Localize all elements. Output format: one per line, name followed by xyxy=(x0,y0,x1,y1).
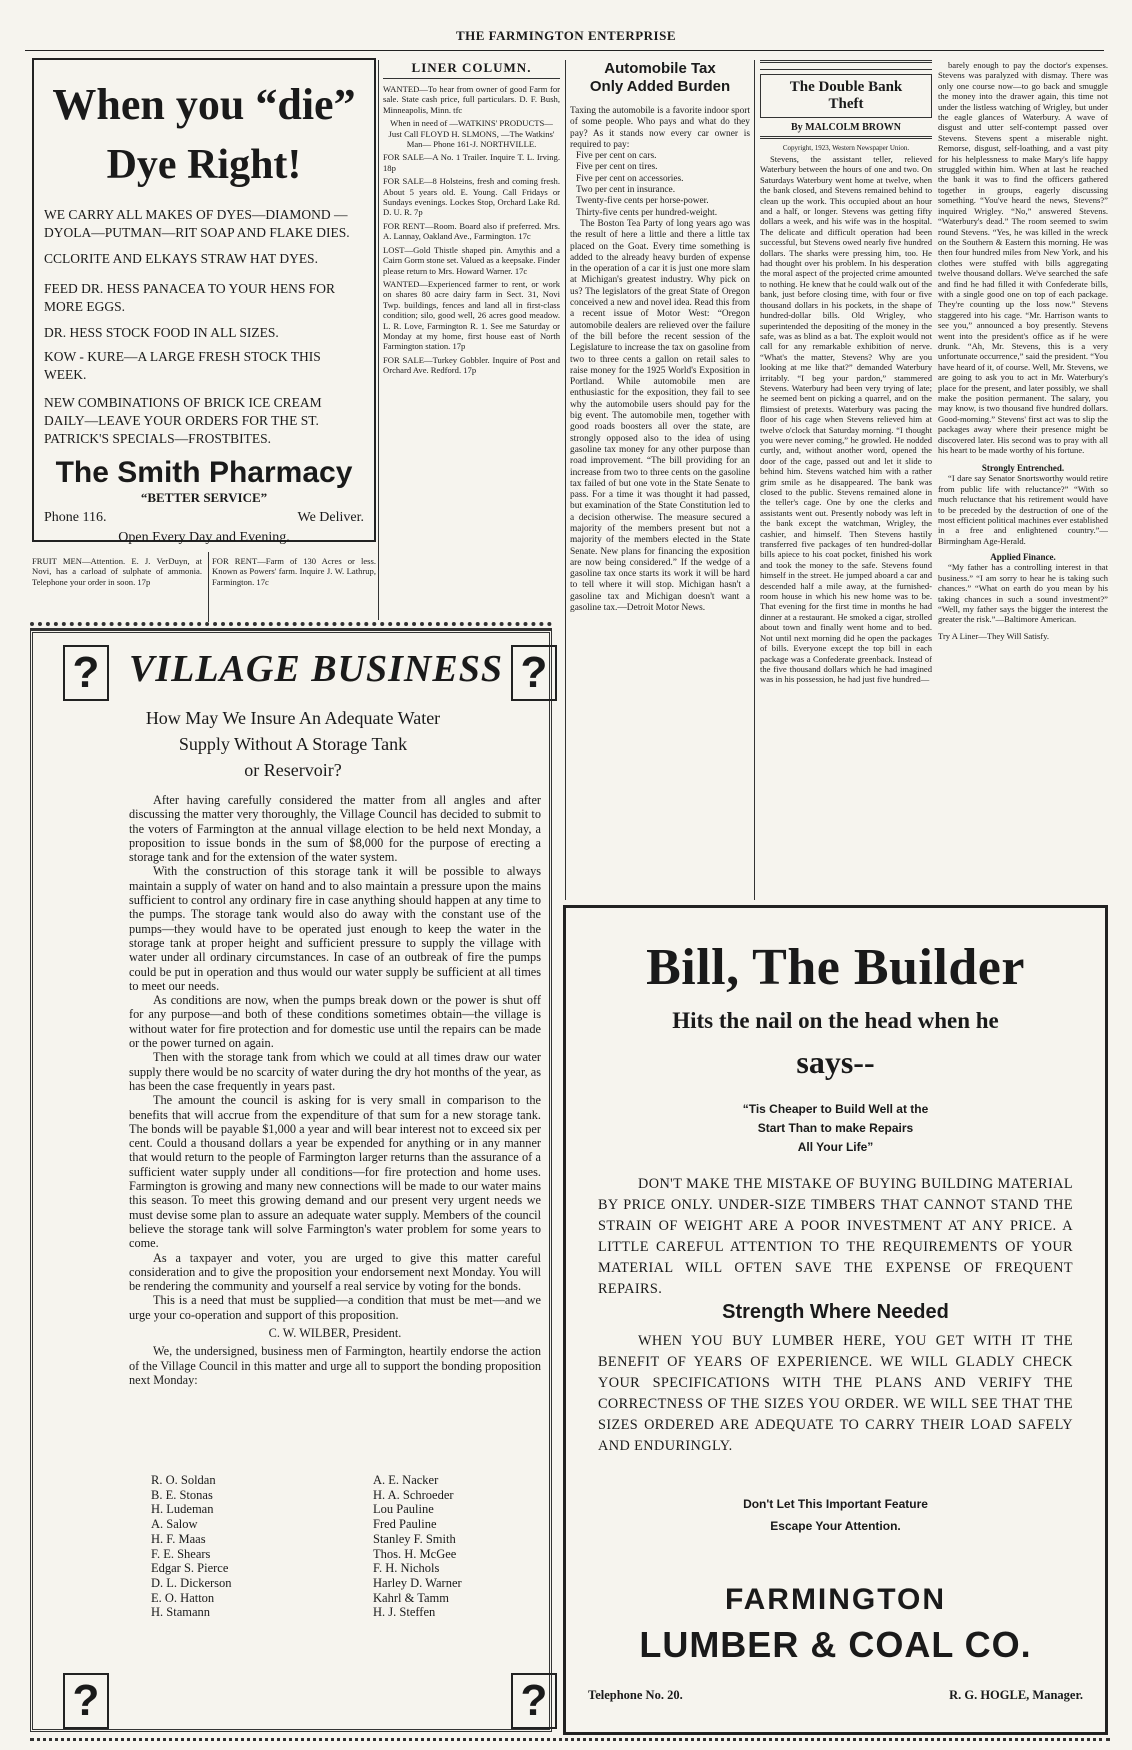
village-subtitle-2: Supply Without A Storage Tank xyxy=(178,734,408,754)
liner-ad: FOR RENT—Room. Board also if preferred. Mrs. A. Lannay, Oakland Ave., Farmington. 17c xyxy=(383,220,560,242)
pharmacy-headline-2: Dye Right! xyxy=(106,142,302,188)
endorser-name: F. E. Shears xyxy=(151,1546,211,1561)
village-business-ad xyxy=(30,630,552,1732)
liner-ad: When in need of —WATKINS' PRODUCTS— Just Call FLOYD H. SLMONS, —The Watkins' Man— Phone 161-J. NORTHVILLE. xyxy=(388,118,555,150)
endorser-name: Harley D. Warner xyxy=(373,1575,462,1590)
bill-headline: Bill, The Builder xyxy=(646,939,1025,996)
story-copyright: Copyright, 1923, Western Newspaper Union. xyxy=(782,144,910,152)
company-manager: R. G. HOGLE, Manager. xyxy=(949,1688,1083,1702)
pharmacy-service: “BETTER SERVICE” xyxy=(140,490,268,505)
liner-ad: WANTED—To hear from owner of good Farm for sale. State cash price, full particulars. D. F. Bush, Minneapolis, Minn. tfc xyxy=(383,84,560,115)
liner-tagline: Try A Liner—They Will Satisfy. xyxy=(938,630,1050,641)
village-signature: C. W. WILBER, President. xyxy=(268,1325,402,1340)
story-title-1: The Double Bank xyxy=(789,79,903,95)
fruit-men-ad: FRUIT MEN—Attention. E. J. VerDuyn, at Novi, has a carload of sulphate of ammonia. Telephone your order in soon. 17p xyxy=(32,556,202,587)
bill-quote: “Tis Cheaper to Build Well at the xyxy=(742,1102,929,1116)
liner-column xyxy=(383,60,560,615)
endorser-name: H. A. Schroeder xyxy=(373,1487,454,1502)
endorser-name: D. L. Dickerson xyxy=(151,1575,232,1590)
pharmacy-line: DR. HESS STOCK FOOD IN ALL SIZES. xyxy=(44,325,279,340)
endorser-name: Thos. H. McGee xyxy=(373,1546,457,1561)
story-text-2: barely enough to pay the doctor's expenses. Stevens was paralyzed with dismay. There was only one course now—to go back and smuggle the money into the drawer again, this time not under the listless watching of Wrigley, but under the eagle glances of Waterbury. A wave of disgust and utter self-contempt passed over Stevens. Stevens spent a miserable night. Remorse, disgust, self-loathing, and a vast pity for his helplessness to make Mary's life happy struggled within him. When at last he reached the bank it was to find the officers gathered together in groups, eagerly discussing something. “You've heard the news, Stevens?” inquired Wrigley. “No,” answered Stevens. “Waterbury's dead.” The room seemed to swim round Stevens. “Yes, he was killed in the wreck on the Southern & Eastern this morning. He was then four hundred miles from New York, and his clothes were stuffed with bills aggregating twelve thousand dollars. We've searched the safe and find he had filled it with Confederate bills, with a single good one on top of each package. They're counting up the loss now.” Stevens staggered into his cage. “Mr. Harrison wants to see you,” announced a boy presently. Stevens went into the president's office as if he were drunk. “Ah, Mr. Stevens, this is a very unfortunate occurrence,” said the president. “You have heard of it, of course. Well, Mr. Stevens, we are going to ask you to act in Mr. Waterbury's place for the present, and later possibly, we shall make the position permanent. The salary, you may know, is two thousand five hundred dollars. Good-morning.” Stevens' first act was to slip the packages away where their presence might be discovered later. His second was to pray with all his heart to be made worthy of his fortune. xyxy=(938,60,1108,456)
village-paragraph: With the construction of this storage tank it will be possible to always maintain a supply of water on hand and to also maintain a pressure upon the mains sufficient to control any ordinary fire in case anything should happen at any time to the pumps. The storage tank would also do away with the constant use of the pumps—they would have to be operated just enough to keep the water in the storage tank at proper height and sufficient pressure to supply the village with water under all ordinary circumstances. In case of an outbreak of fire the pumps could be put in operation and thus would our water supply be sufficient at all times to meet our needs. xyxy=(129,864,541,993)
autotax-item: Twenty-five cents per horse-power. xyxy=(576,196,709,207)
liner-ad: WANTED—Experienced farmer to rent, or work on shares 80 acre dairy farm in Sect. 31, Novi Twp. buildings, fences and land all in first-class condition; silo, good well, 26 acres good meadow. L. R. Love, Farmington R. 1. See me Saturday or Monday at my home, first house east of North Farmington station. 17p xyxy=(383,278,560,352)
question-mark-box: ? xyxy=(511,1673,557,1729)
pharmacy-line: NEW COMBINATIONS OF BRICK ICE CREAM DAILY—LEAVE YOUR ORDERS FOR THE ST. PATRICK'S SPECIALS—FROSTBITES. xyxy=(44,395,322,446)
company-name-2: LUMBER & COAL CO. xyxy=(639,1624,1032,1665)
story-column-2 xyxy=(938,60,1108,898)
story-subhead-2: Applied Finance. xyxy=(990,552,1056,563)
autotax-item: Five per cent on accessories. xyxy=(576,173,684,184)
autotax-item: Thirty-five cents per hundred-weight. xyxy=(576,207,718,218)
autotax-body: The Boston Tea Party of long years ago was the result of here a little and there a little tax placed on the Goat. Every time something is added to the already heavy burden of expense in the operation of a car it is just one more slam at Michigan's greatest industry. Why pick on us? The legislators of the great State of Oregon conceived a new and novel idea. Read this from a recent issue of Motor West: “Oregon automobile dealers are relieved over the failure of the bill before the recent session of the Legislature to increase the tax on gasoline from two to three cents a gallon on retail sales to raise money for the 1925 World's Exposition in Portland. While automobile men are enthusiastic for the exposition, they fail to see why the automobile users should pay for the big event. The automobile men, together with good roads boosters all over the state, are strongly opposed also to the idea of using gasoline tax money for any other purpose than road improvement. “The bill providing for an increase from two to three cents on the gasoline tax failed of but one vote in the State Senate to pass. For a time it was thought it had passed, but examination of the State Constitution led to a decision otherwise. The measure secured a majority of the members present but not a majority of the members elected in the State Senate. New plans for financing the exposition are now being considered.” If the wedge of a gasoline tax once starts its work it will be hard to tell where it will stop. Michigan hasn't a gasoline tax and Michigan doesn't want a gasoline tax.—Detroit Motor News. xyxy=(570,218,750,614)
masthead xyxy=(0,14,1132,48)
village-paragraph: Then with the storage tank from which we could at all times draw our water supply there would be no scarcity of water during the dry hot months of the year, as has been the case frequently in years past. xyxy=(129,1050,541,1093)
liner-rule xyxy=(383,78,560,79)
pharmacy-line: CCLORITE AND ELKAYS STRAW HAT DYES. xyxy=(44,251,318,266)
question-mark-box: ? xyxy=(63,1673,109,1729)
masthead-rule xyxy=(25,50,1104,51)
bill-quote: Start Than to make Repairs xyxy=(757,1121,914,1135)
company-name-1: FARMINGTON xyxy=(724,1583,947,1616)
endorser-name: A. Salow xyxy=(151,1517,198,1532)
farm-rent-ad: FOR RENT—Farm of 130 Acres or less. Known as Powers' farm. Inquire J. W. Lathrup, Farmington. 17c xyxy=(212,556,376,587)
company-phone: Telephone No. 20. xyxy=(588,1688,683,1702)
liner-heading: LINER COLUMN. xyxy=(411,60,532,75)
endorser-name: Lou Pauline xyxy=(373,1502,434,1517)
liner-ad: LOST—Gold Thistle shaped pin. Amythis and a Cairn Gorm stone set. Valued as a keepsake. Finder please return to Mrs. Howard Warner. 17c xyxy=(383,244,560,276)
village-subtitle-1: How May We Insure An Adequate Water xyxy=(145,708,441,728)
endorser-name: Stanley F. Smith xyxy=(373,1531,456,1546)
pharmacy-deliver: We Deliver. xyxy=(297,510,364,525)
village-title: VILLAGE BUSINESS xyxy=(129,648,503,690)
endorser-name: Fred Pauline xyxy=(373,1517,437,1532)
liner-ad: FOR SALE—A No. 1 Trailer. Inquire T. L. Irving. 18p xyxy=(383,152,560,173)
pharmacy-open: Open Every Day and Evening. xyxy=(118,530,290,545)
endorser-name: H. Stamann xyxy=(151,1605,211,1620)
pharmacy-headline-1: When you “die” xyxy=(52,80,356,129)
bill-strength: Strength Where Needed xyxy=(722,1301,949,1323)
autotax-item: Two per cent in insurance. xyxy=(576,185,676,196)
story-ornament xyxy=(760,60,932,70)
story-column-1 xyxy=(760,60,932,898)
bill-sub-2: says-- xyxy=(796,1044,875,1080)
question-mark-box: ? xyxy=(511,645,557,701)
bill-paragraph-2: WHEN YOU BUY LUMBER HERE, YOU GET WITH IT THE BENEFIT OF YEARS OF EXPERIENCE. WE WILL GLADLY CHECK YOUR SPECIFICATIONS WITH THE PLANS AND VERIFY THE CORRECTNESS OF THE SIZES YOU ORDER. WE WILL SEE THAT THE SIZES ORDERED ARE ADEQUATE TO CARRY THEIR LOAD SAFELY AND ENDURINGLY. xyxy=(598,1333,1073,1454)
village-paragraph: As conditions are now, when the pumps break down or the power is shut off for any purpose—and both of these conditions sometimes obtain—the village is without water for fire protection and for domestic use until the repairs can be made or the power turned on again. xyxy=(129,993,541,1051)
bill-sub-1: Hits the nail on the head when he xyxy=(672,1008,999,1033)
village-subtitle-3: or Reservoir? xyxy=(244,760,342,780)
story-ornament xyxy=(760,136,932,144)
endorser-name: R. O. Soldan xyxy=(151,1473,216,1487)
column-divider xyxy=(208,552,209,622)
bill-quote: All Your Life” xyxy=(797,1140,874,1154)
autotax-article xyxy=(570,60,750,898)
autotax-intro: Taxing the automobile is a favorite indoor sport of some people. Who pays and what do they pay? As it stands now every car owner is required to pay: xyxy=(570,106,750,150)
endorser-name: E. O. Hatton xyxy=(151,1590,215,1605)
village-endorse: We, the undersigned, business men of Farmington, heartily endorse the action of the Village Council in this matter and urge all to support the bonding proposition next Monday: xyxy=(129,1344,541,1387)
village-paragraph: The amount the council is asking for is very small in comparison to the benefits that will accrue from the expenditure of that sum for a new storage tank. The bonds will be payable $1,000 a year and will bear interest not to exceed six per cent. Could a thousand dollars a year be expended for anything or in any manner that would return to the people of Farmington larger returns than the assurance of a sufficient water supply under all conditions—for fire protection and home uses. Farmington is growing and many new connections will be made to our water mains this season. To meet this growing demand and our present very urgent needs we must devise some plan to assure an adequate water supply. Members of the council believe the storage tank will solve Farmington's water problem for some years to come. xyxy=(129,1093,541,1251)
pharmacy-brand: The Smith Pharmacy xyxy=(55,456,353,489)
village-paragraph: After having carefully considered the matter from all angles and after discussing the matter very thoroughly, the Village Council has decided to submit to the voters of Farmington at the annual village election to be held next Monday, a proposition to issue bonds in the sum of $8,000 for the purpose of erecting a storage tank and for the extension of the water system. xyxy=(129,793,541,865)
endorser-name: F. H. Nichols xyxy=(373,1561,440,1576)
autotax-title-1: Automobile Tax xyxy=(604,60,716,77)
pharmacy-line: KOW - KURE—A LARGE FRESH STOCK THIS WEEK. xyxy=(44,349,321,382)
story-text-1: Stevens, the assistant teller, relieved Waterbury between the hours of one and two. On Saturdays Waterbury went home at twelve, when the bank closed, and Stevens remained behind to clean up the work. This occupied about an hour and a half, or longer. Stevens was getting fifty dollars a week, and his wife was in the hospital. The delicate and difficult operation had been successful, but Stevens owed nearly five hundred dollars. The sharks were pressing him, too. He had thought over his problem. In his desperation the moral aspect of the projected crime amounted to nothing. He knew that he could walk out of the bank, just before closing time, with four or five thousand dollars in his pockets, in the shape of hundred-dollar bills. Old Wrigley, who superintended the depositing of the money in the safe, was as blind as a bat. The exploit would not call for any remarkable exhibition of nerve. “What's the matter, Stevens? Why are you looking at me like that?” demanded Waterbury irritably. “I beg your pardon,” stammered Stevens. Waterbury had been very trying of late; he seemed bent on picking a quarrel, and on the flimsiest of pretexts. Waterbury was pacing the floor of his cage when Stevens relieved him at twelve o'clock that Saturday morning. “I thought you were never coming,” he growled. He nodded curtly, and, without another word, opened the door of the cage, passed out and let it slide to behind him. Stevens watched him with a rather grim smile as he disappeared. The bank was closed to the public. Stevens remained alone in the teller's cage. One by one the clerks and assistants went out. Presently nobody was left in the bank except the watchman, Wrigley, the cashier, and himself. Then Stevens hastily transferred five packages of ten hundred-dollar bills apiece to his coat pocket, finished his work and took the money to the safe. Stevens found himself in the street. He jumped aboard a car and descended half a mile away, at the furnished-room house in which his new home was to be. That evening for the first time in months he had dinner at a restaurant. He smoked a cigar, strolled about town and finally went home and to bed. Not until next morning did he open the packages of bills. Everyone except the top bill in each package was a Confederate greenback. Instead of the five thousand dollars which he had imagined was in his possession, he had just five hundred— xyxy=(760,154,932,685)
endorser-name: A. E. Nacker xyxy=(373,1473,439,1487)
pharmacy-phone: Phone 116. xyxy=(44,510,107,525)
story-subtext-2: “My father has a controlling interest in that business.” “I am sorry to hear he is taking such chances.” “What on earth do you mean by his taking chances in such a sound investment?” “Well, my father says the bigger the interest the greater the risk.”—Baltimore American. xyxy=(938,562,1108,625)
column-divider xyxy=(565,60,566,900)
endorsers-right xyxy=(373,1473,543,1620)
story-title-box xyxy=(760,74,932,118)
bill-paragraph-1: DON'T MAKE THE MISTAKE OF BUYING BUILDING MATERIAL BY PRICE ONLY. UNDER-SIZE TIMBERS THAT CANNOT STAND THE STRAIN OF WEIGHT ARE A POOR INVESTMENT AT ANY PRICE. A LITTLE CAREFUL ATTENTION TO THE REQUIREMENTS OF YOUR MATERIAL WILL OFTEN SAVE THE EXPENSE OF FREQUENT REPAIRS. xyxy=(598,1176,1073,1297)
lumber-ad xyxy=(563,905,1108,1735)
story-subtext-1: “I dare say Senator Snortsworthy would retire from public life with reluctance?” “With so much reluctance that his retirement would have to be preceded by the destruction of one of the most efficient political machines ever established in a free and enlightened country.”—Birmingham Age-Herald. xyxy=(938,473,1108,546)
endorser-name: Kahrl & Tamm xyxy=(373,1590,449,1605)
liner-ad: FOR SALE—8 Holsteins, fresh and coming fresh. About 5 years old. E. Young. Call Fridays or Sundays evenings. Lockes Stop, Orchard Lake Rd. D. U. R. 7p xyxy=(383,176,560,218)
column-divider xyxy=(754,60,755,900)
village-paragraph: This is a need that must be supplied—a condition that must be met—and we urge your co-operation and support of this proposition. xyxy=(129,1293,541,1322)
bill-feature: Escape Your Attention. xyxy=(770,1519,901,1533)
ornament-border xyxy=(30,622,552,630)
autotax-item: Five per cent on cars. xyxy=(576,151,657,162)
pharmacy-ad xyxy=(32,58,376,545)
village-paragraph: As a taxpayer and voter, you are urged to give this matter careful consideration and to give the proposition your endorsement next Monday. You will be rendering the community and yourself a real service by voting for the bonds. xyxy=(129,1250,541,1294)
endorser-name: H. Ludeman xyxy=(151,1502,214,1517)
question-mark-box: ? xyxy=(63,645,109,701)
autotax-item: Five per cent on tires. xyxy=(576,162,658,173)
ornament-border xyxy=(30,1738,1110,1747)
endorser-name: Edgar S. Pierce xyxy=(151,1561,229,1576)
endorser-name: H. J. Steffen xyxy=(373,1605,436,1620)
story-title-2: Theft xyxy=(828,96,864,112)
endorsers-left xyxy=(151,1473,331,1620)
pharmacy-line: WE CARRY ALL MAKES OF DYES—DIAMOND —DYOLA—PUTMAN—RIT SOAP AND FLAKE DIES. xyxy=(44,207,350,240)
story-byline: By MALCOLM BROWN xyxy=(791,122,901,133)
liner-ad: FOR SALE—Turkey Gobbler. Inquire of Post and Orchard Ave. Redford. 17p xyxy=(383,354,560,376)
autotax-title-2: Only Added Burden xyxy=(589,78,731,95)
bill-feature: Don't Let This Important Feature xyxy=(743,1497,928,1511)
newspaper-title: THE FARMINGTON ENTERPRISE xyxy=(455,28,677,43)
endorser-name: B. E. Stonas xyxy=(151,1487,213,1502)
endorser-name: H. F. Maas xyxy=(151,1531,206,1546)
column-divider xyxy=(378,60,379,620)
pharmacy-line: FEED DR. HESS PANACEA TO YOUR HENS FOR MORE EGGS. xyxy=(44,281,336,314)
story-subhead-1: Strongly Entrenched. xyxy=(981,463,1065,474)
